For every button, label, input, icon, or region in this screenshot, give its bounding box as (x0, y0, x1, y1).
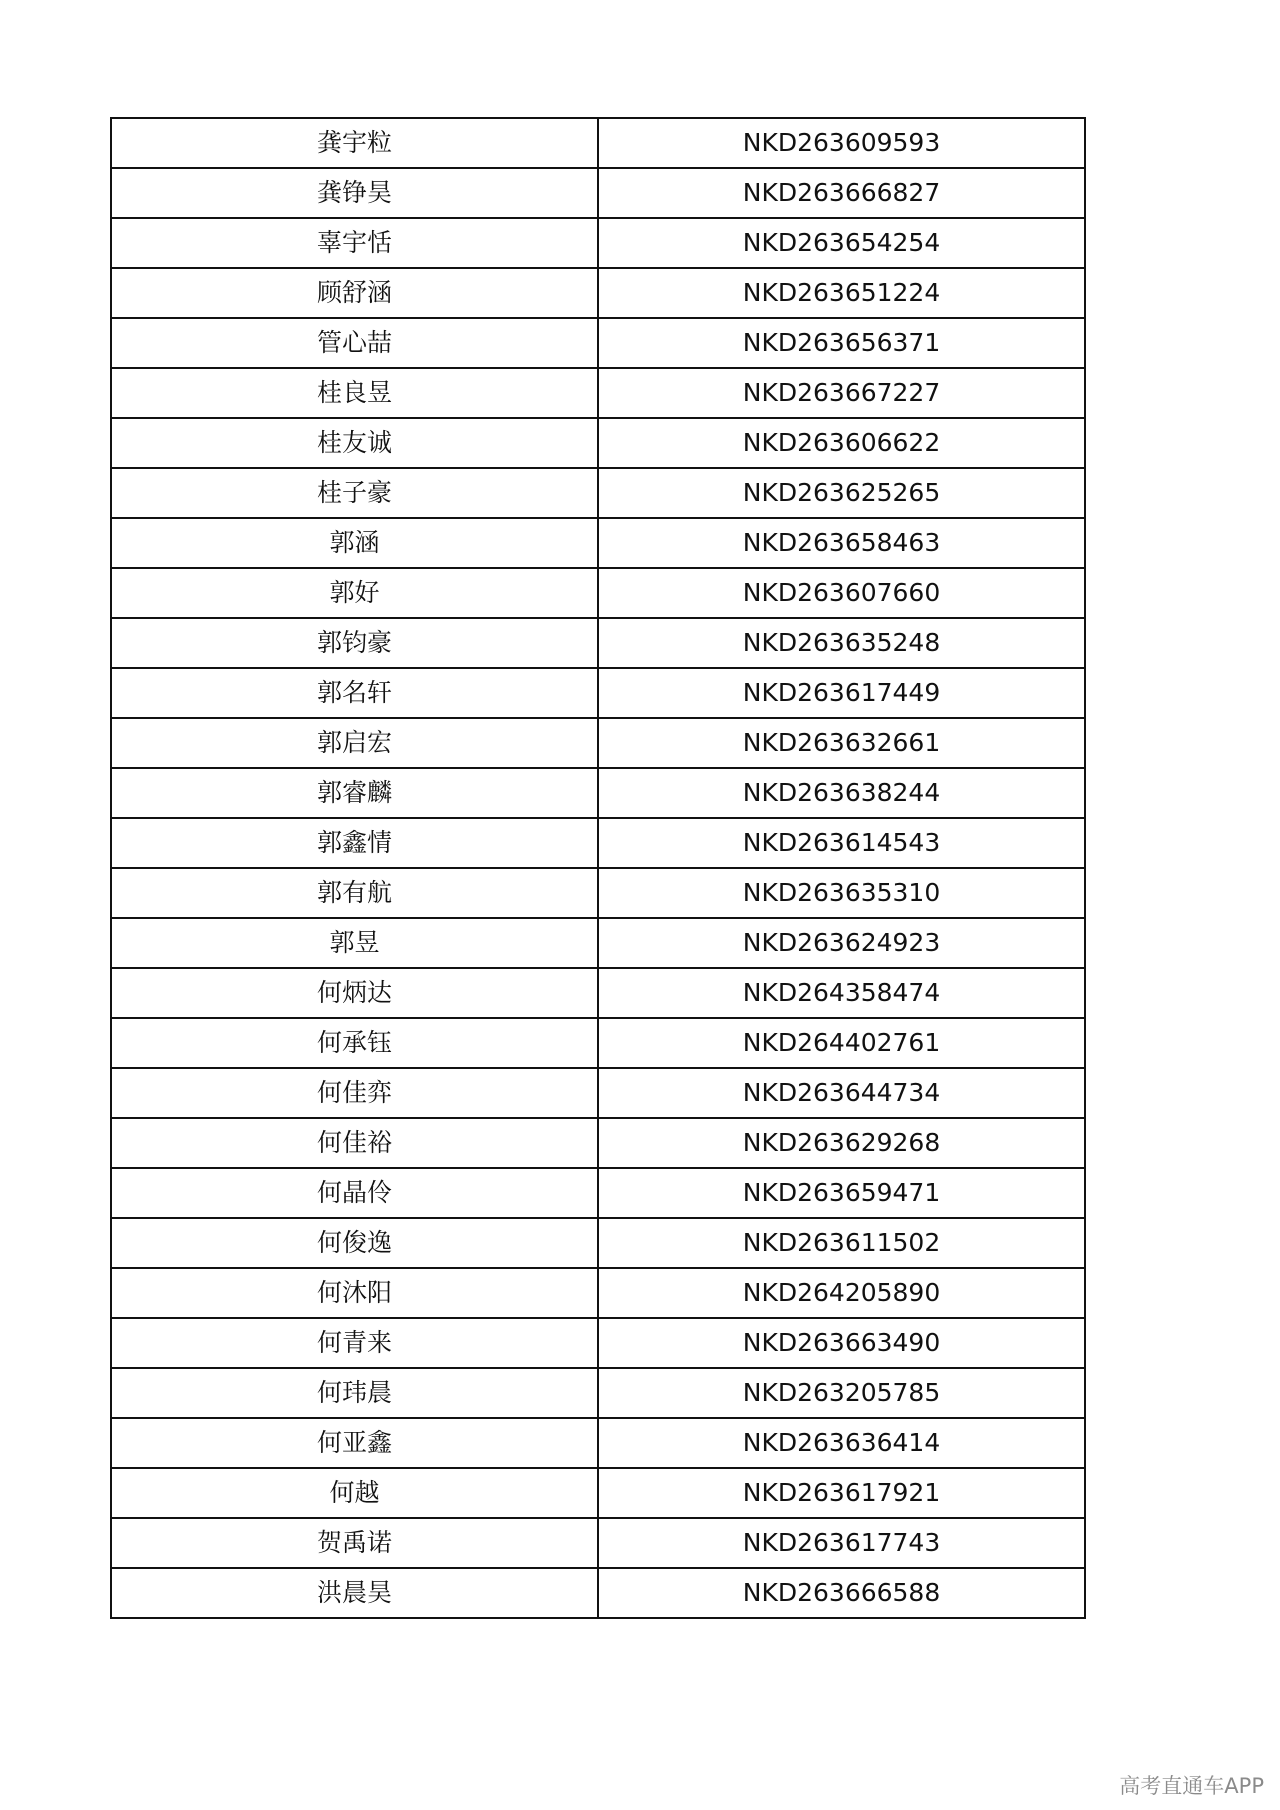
table-row (111, 868, 1085, 918)
table-row (111, 1418, 1085, 1468)
table-row (111, 1218, 1085, 1268)
table-row (111, 1318, 1085, 1368)
table-row (111, 118, 1085, 168)
table-row (111, 518, 1085, 568)
registration-id-cell: NKD263617449 (598, 668, 1085, 718)
watermark-text: 高考直通车APP (1119, 1774, 1264, 1798)
table-row (111, 1518, 1085, 1568)
table-row (111, 618, 1085, 668)
student-name-cell: 辜宇恬 (111, 218, 598, 268)
table-row (111, 468, 1085, 518)
student-name-cell: 何佳裕 (111, 1118, 598, 1168)
registration-id-cell: NKD263625265 (598, 468, 1085, 518)
registration-id-cell: NKD263656371 (598, 318, 1085, 368)
student-name-cell: 郭钧豪 (111, 618, 598, 668)
registration-id-cell: NKD263632661 (598, 718, 1085, 768)
registration-id-cell: NKD263611502 (598, 1218, 1085, 1268)
registration-id-cell: NKD264358474 (598, 968, 1085, 1018)
table-row (111, 1568, 1085, 1618)
table-row (111, 568, 1085, 618)
student-name-cell: 何炳达 (111, 968, 598, 1018)
registration-id-cell: NKD263638244 (598, 768, 1085, 818)
registration-id-cell: NKD263666588 (598, 1568, 1085, 1618)
registration-id-cell: NKD263617743 (598, 1518, 1085, 1568)
registration-id-cell: NKD263607660 (598, 568, 1085, 618)
registration-id-cell: NKD263644734 (598, 1068, 1085, 1118)
table-row (111, 1368, 1085, 1418)
student-name-cell: 郭昱 (111, 918, 598, 968)
table-row (111, 418, 1085, 468)
table-row (111, 368, 1085, 418)
registration-id-cell: NKD263606622 (598, 418, 1085, 468)
table-row (111, 1118, 1085, 1168)
table-row (111, 218, 1085, 268)
student-name-cell: 何佳弈 (111, 1068, 598, 1118)
table-row (111, 318, 1085, 368)
registration-id-cell: NKD263617921 (598, 1468, 1085, 1518)
table-row (111, 768, 1085, 818)
table-row (111, 668, 1085, 718)
registration-id-cell: NKD263629268 (598, 1118, 1085, 1168)
student-name-cell: 洪晨昊 (111, 1568, 598, 1618)
registration-id-cell: NKD263635310 (598, 868, 1085, 918)
registration-id-cell: NKD263614543 (598, 818, 1085, 868)
table-row (111, 268, 1085, 318)
student-name-cell: 桂良昱 (111, 368, 598, 418)
student-name-cell: 顾舒涵 (111, 268, 598, 318)
table-row (111, 1468, 1085, 1518)
table-row (111, 918, 1085, 968)
student-id-table (110, 117, 1086, 1619)
registration-id-cell: NKD263663490 (598, 1318, 1085, 1368)
table-row (111, 1268, 1085, 1318)
student-name-cell: 何晶伶 (111, 1168, 598, 1218)
student-name-cell: 桂子豪 (111, 468, 598, 518)
student-name-cell: 贺禹诺 (111, 1518, 598, 1568)
student-name-cell: 桂友诚 (111, 418, 598, 468)
table-row (111, 1068, 1085, 1118)
student-name-cell: 何俊逸 (111, 1218, 598, 1268)
registration-id-cell: NKD263635248 (598, 618, 1085, 668)
student-name-cell: 何亚鑫 (111, 1418, 598, 1468)
student-name-cell: 郭有航 (111, 868, 598, 918)
registration-id-cell: NKD263609593 (598, 118, 1085, 168)
registration-id-cell: NKD263624923 (598, 918, 1085, 968)
student-name-cell: 何沐阳 (111, 1268, 598, 1318)
registration-id-cell: NKD264402761 (598, 1018, 1085, 1068)
student-name-cell: 何青来 (111, 1318, 598, 1368)
table-row (111, 1168, 1085, 1218)
student-name-cell: 龚铮昊 (111, 168, 598, 218)
student-name-cell: 郭涵 (111, 518, 598, 568)
student-name-cell: 郭好 (111, 568, 598, 618)
registration-id-cell: NKD263666827 (598, 168, 1085, 218)
registration-id-cell: NKD263659471 (598, 1168, 1085, 1218)
student-name-cell: 管心喆 (111, 318, 598, 368)
registration-id-cell: NKD263636414 (598, 1418, 1085, 1468)
table-row (111, 968, 1085, 1018)
table-row (111, 168, 1085, 218)
registration-id-cell: NKD263667227 (598, 368, 1085, 418)
student-name-cell: 郭鑫情 (111, 818, 598, 868)
student-name-cell: 郭启宏 (111, 718, 598, 768)
registration-id-cell: NKD263654254 (598, 218, 1085, 268)
table-row (111, 718, 1085, 768)
student-name-cell: 何玮晨 (111, 1368, 598, 1418)
registration-id-cell: NKD264205890 (598, 1268, 1085, 1318)
student-name-cell: 何承钰 (111, 1018, 598, 1068)
student-name-cell: 郭睿麟 (111, 768, 598, 818)
registration-id-cell: NKD263205785 (598, 1368, 1085, 1418)
registration-id-cell: NKD263658463 (598, 518, 1085, 568)
table-row (111, 1018, 1085, 1068)
table-body (111, 118, 1085, 1618)
student-name-cell: 龚宇粒 (111, 118, 598, 168)
table-row (111, 818, 1085, 868)
registration-id-cell: NKD263651224 (598, 268, 1085, 318)
student-name-cell: 何越 (111, 1468, 598, 1518)
student-name-cell: 郭名轩 (111, 668, 598, 718)
